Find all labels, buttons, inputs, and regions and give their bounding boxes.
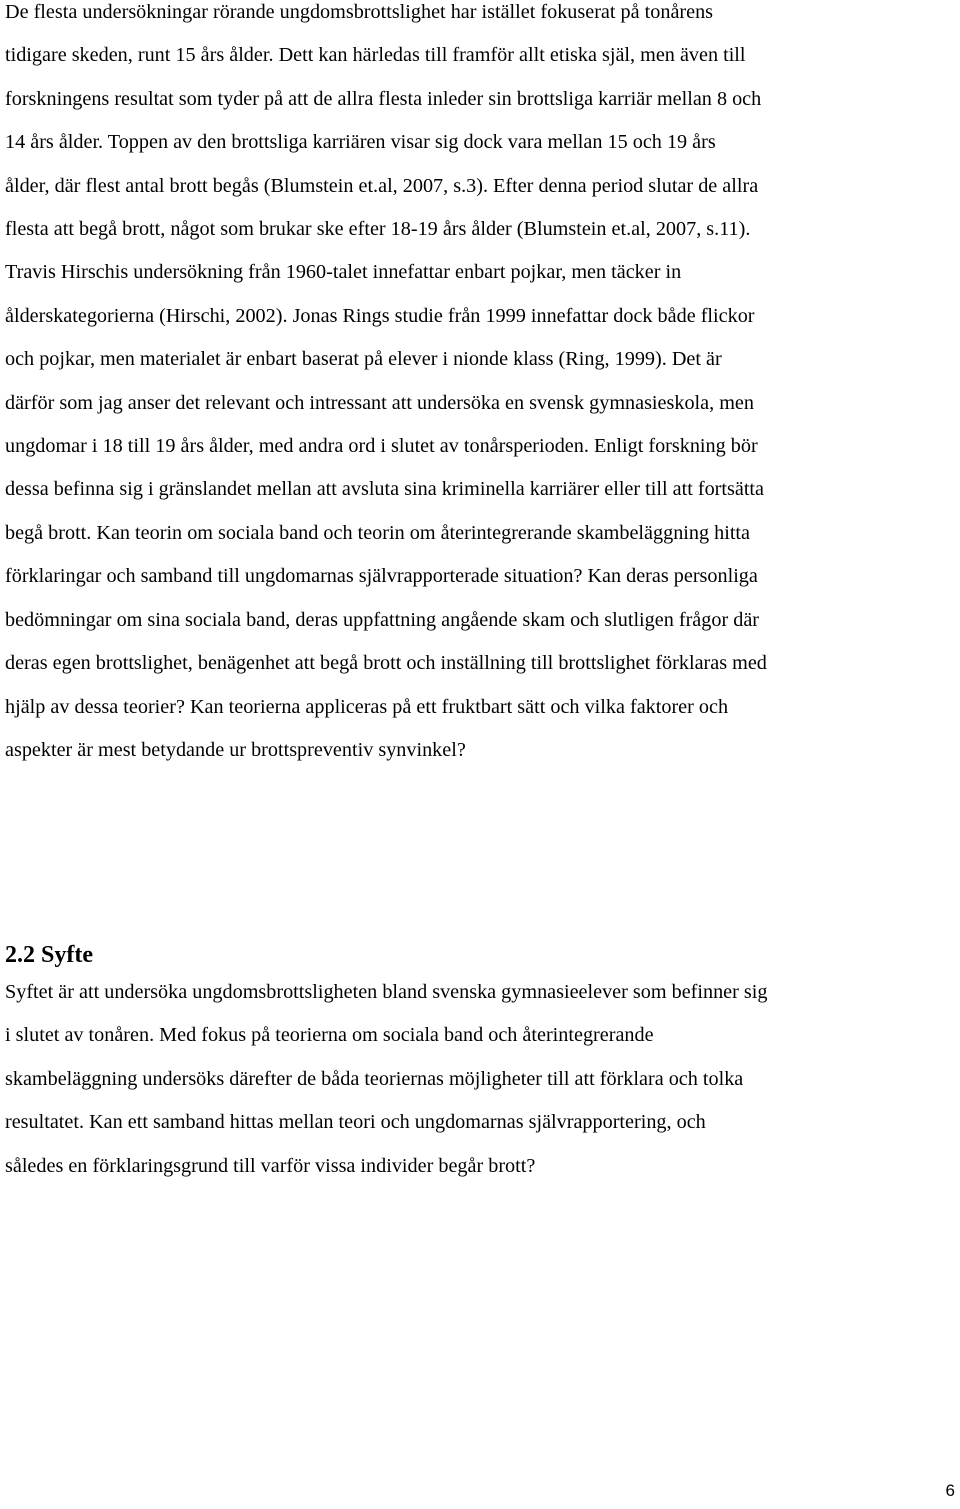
text-line: bedömningar om sina sociala band, deras uppfattning angående skam och slutligen frågor där bbox=[5, 608, 759, 631]
text-line: således en förklaringsgrund till varför vissa individer begår brott? bbox=[5, 1154, 536, 1177]
section-paragraph bbox=[5, 971, 957, 1188]
text-line: flesta att begå brott, något som brukar ske efter 18-19 års ålder (Blumstein et.al, 2007, s.11). bbox=[5, 218, 751, 241]
text-line: dessa befinna sig i gränslandet mellan att avsluta sina kriminella karriärer eller till att fortsätta bbox=[5, 478, 765, 501]
section-heading: 2.2 Syfte bbox=[5, 942, 93, 968]
text-line: skambeläggning undersöks därefter de båda teoriernas möjligheter till att förklara och tolka bbox=[5, 1067, 744, 1090]
text-line: därför som jag anser det relevant och intressant att undersöka en svensk gymnasieskola, men bbox=[5, 391, 754, 414]
text-line: deras egen brottslighet, benägenhet att begå brott och inställning till brottslighet förklaras med bbox=[5, 652, 767, 675]
text-line: ålder, där flest antal brott begås (Blumstein et.al, 2007, s.3). Efter denna period slutar de allra bbox=[5, 174, 759, 197]
text-line: i slutet av tonåren. Med fokus på teorierna om sociala band och återintegrerande bbox=[5, 1024, 654, 1047]
text-line: förklaringar och samband till ungdomarnas självrapporterade situation? Kan deras personliga bbox=[5, 565, 758, 588]
text-line: 14 års ålder. Toppen av den brottsliga karriären visar sig dock vara mellan 15 och 19 års bbox=[5, 131, 716, 154]
text-line: aspekter är mest betydande ur brottspreventiv synvinkel? bbox=[5, 738, 466, 761]
text-line: forskningens resultat som tyder på att de allra flesta inleder sin brottsliga karriär mellan 8 och bbox=[5, 87, 762, 110]
text-line: och pojkar, men materialet är enbart baserat på elever i nionde klass (Ring, 1999). Det är bbox=[5, 348, 722, 371]
text-line: Travis Hirschis undersökning från 1960-talet innefattar enbart pojkar, men täcker in bbox=[5, 261, 682, 284]
text-line: tidigare skeden, runt 15 års ålder. Dett kan härledas till framför allt etiska själ, men även till bbox=[5, 44, 746, 67]
body-paragraph bbox=[5, 0, 957, 772]
text-line: ungdomar i 18 till 19 års ålder, med andra ord i slutet av tonårsperioden. Enligt forskning bör bbox=[5, 435, 758, 458]
page-number: 6 bbox=[945, 1481, 955, 1500]
text-line: De flesta undersökningar rörande ungdomsbrottslighet har istället fokuserat på tonårens bbox=[5, 1, 714, 23]
text-line: hjälp av dessa teorier? Kan teorierna appliceras på ett fruktbart sätt och vilka faktorer och bbox=[5, 695, 729, 718]
text-line: Syftet är att undersöka ungdomsbrottsligheten bland svenska gymnasieelever som befinner sig bbox=[5, 981, 768, 1003]
text-line: resultatet. Kan ett samband hittas mellan teori och ungdomarnas självrapportering, och bbox=[5, 1111, 706, 1134]
text-line: begå brott. Kan teorin om sociala band och teorin om återintegrerande skambeläggning hitta bbox=[5, 521, 751, 544]
text-line: ålderskategorierna (Hirschi, 2002). Jonas Rings studie från 1999 innefattar dock både flickor bbox=[5, 304, 755, 327]
